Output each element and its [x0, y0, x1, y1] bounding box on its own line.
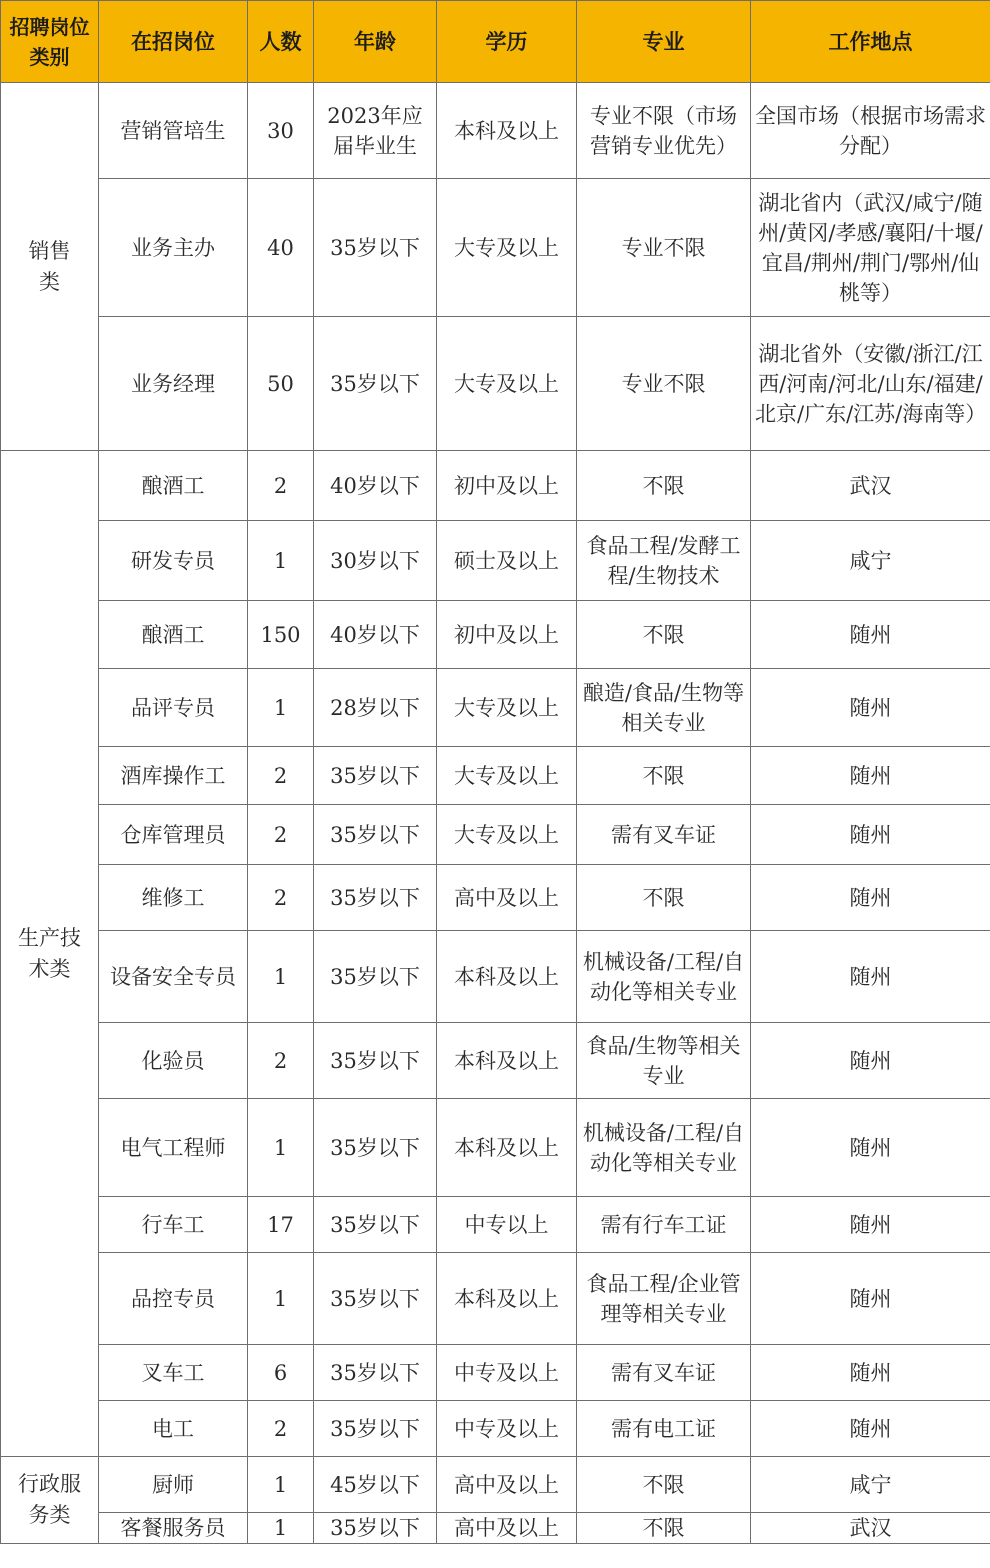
location-cell: 随州 [751, 601, 990, 669]
major-cell: 需有叉车证 [577, 805, 751, 865]
major-cell: 食品/生物等相关专业 [577, 1023, 751, 1099]
header-location: 工作地点 [751, 1, 990, 83]
education-cell: 大专及以上 [437, 805, 577, 865]
position-cell: 酿酒工 [99, 451, 248, 521]
education-cell: 本科及以上 [437, 1023, 577, 1099]
header-count: 人数 [248, 1, 314, 83]
age-cell: 2023年应届毕业生 [314, 83, 437, 179]
age-cell: 35岁以下 [314, 805, 437, 865]
position-cell: 叉车工 [99, 1345, 248, 1401]
table-row [1, 317, 990, 451]
education-cell: 高中及以上 [437, 865, 577, 931]
count-cell: 2 [248, 865, 314, 931]
header-major: 专业 [577, 1, 751, 83]
count-cell: 1 [248, 1513, 314, 1544]
major-cell: 需有行车工证 [577, 1197, 751, 1253]
position-cell: 营销管培生 [99, 83, 248, 179]
count-cell: 17 [248, 1197, 314, 1253]
education-cell: 大专及以上 [437, 669, 577, 747]
position-cell: 业务经理 [99, 317, 248, 451]
major-cell: 不限 [577, 451, 751, 521]
count-cell: 1 [248, 521, 314, 601]
age-cell: 35岁以下 [314, 931, 437, 1023]
education-cell: 中专及以上 [437, 1345, 577, 1401]
education-cell: 大专及以上 [437, 317, 577, 451]
age-cell: 35岁以下 [314, 317, 437, 451]
major-cell: 需有叉车证 [577, 1345, 751, 1401]
count-cell: 40 [248, 179, 314, 317]
header-education: 学历 [437, 1, 577, 83]
table-row [1, 931, 990, 1023]
education-cell: 本科及以上 [437, 83, 577, 179]
position-cell: 业务主办 [99, 179, 248, 317]
position-cell: 研发专员 [99, 521, 248, 601]
table-row [1, 1197, 990, 1253]
major-cell: 食品工程/发酵工程/生物技术 [577, 521, 751, 601]
count-cell: 150 [248, 601, 314, 669]
major-cell: 不限 [577, 601, 751, 669]
location-cell: 随州 [751, 1099, 990, 1197]
location-cell: 随州 [751, 1197, 990, 1253]
position-cell: 仓库管理员 [99, 805, 248, 865]
education-cell: 高中及以上 [437, 1457, 577, 1513]
category-label: 销售类 [28, 238, 71, 294]
count-cell: 1 [248, 1457, 314, 1513]
location-cell: 随州 [751, 747, 990, 805]
table-row [1, 1099, 990, 1197]
table-row [1, 1457, 990, 1513]
location-cell: 湖北省外（安徽/浙江/江西/河南/河北/山东/福建/北京/广东/江苏/海南等） [751, 317, 990, 451]
location-cell: 咸宁 [751, 1457, 990, 1513]
position-cell: 化验员 [99, 1023, 248, 1099]
location-cell: 随州 [751, 669, 990, 747]
count-cell: 30 [248, 83, 314, 179]
major-cell: 不限 [577, 1513, 751, 1544]
count-cell: 1 [248, 931, 314, 1023]
age-cell: 35岁以下 [314, 1513, 437, 1544]
location-cell: 随州 [751, 1345, 990, 1401]
age-cell: 45岁以下 [314, 1457, 437, 1513]
education-cell: 高中及以上 [437, 1513, 577, 1544]
count-cell: 1 [248, 1253, 314, 1345]
major-cell: 专业不限 [577, 179, 751, 317]
count-cell: 2 [248, 451, 314, 521]
table-row [1, 1023, 990, 1099]
age-cell: 35岁以下 [314, 865, 437, 931]
header-age: 年龄 [314, 1, 437, 83]
age-cell: 35岁以下 [314, 1345, 437, 1401]
location-cell: 随州 [751, 805, 990, 865]
major-cell: 机械设备/工程/自动化等相关专业 [577, 1099, 751, 1197]
age-cell: 35岁以下 [314, 179, 437, 317]
count-cell: 2 [248, 747, 314, 805]
table-row [1, 601, 990, 669]
education-cell: 本科及以上 [437, 1253, 577, 1345]
major-cell: 不限 [577, 747, 751, 805]
age-cell: 28岁以下 [314, 669, 437, 747]
location-cell: 咸宁 [751, 521, 990, 601]
location-cell: 随州 [751, 1253, 990, 1345]
major-cell: 机械设备/工程/自动化等相关专业 [577, 931, 751, 1023]
position-cell: 酿酒工 [99, 601, 248, 669]
table-body [1, 83, 990, 1544]
count-cell: 6 [248, 1345, 314, 1401]
category-cell [1, 1457, 99, 1544]
count-cell: 1 [248, 669, 314, 747]
age-cell: 35岁以下 [314, 1197, 437, 1253]
age-cell: 35岁以下 [314, 1023, 437, 1099]
position-cell: 维修工 [99, 865, 248, 931]
position-cell: 厨师 [99, 1457, 248, 1513]
table-row [1, 1345, 990, 1401]
education-cell: 大专及以上 [437, 179, 577, 317]
count-cell: 1 [248, 1099, 314, 1197]
location-cell: 湖北省内（武汉/咸宁/随州/黄冈/孝感/襄阳/十堰/宜昌/荆州/荆门/鄂州/仙桃等） [751, 179, 990, 317]
major-cell: 食品工程/企业管理等相关专业 [577, 1253, 751, 1345]
position-cell: 电气工程师 [99, 1099, 248, 1197]
header-category: 招聘岗位类别 [1, 1, 99, 83]
category-cell [1, 451, 99, 1457]
position-cell: 品控专员 [99, 1253, 248, 1345]
education-cell: 初中及以上 [437, 451, 577, 521]
table-row [1, 747, 990, 805]
education-cell: 初中及以上 [437, 601, 577, 669]
category-label: 生产技术类 [18, 925, 81, 981]
education-cell: 大专及以上 [437, 747, 577, 805]
age-cell: 35岁以下 [314, 1253, 437, 1345]
table-row [1, 865, 990, 931]
table-row [1, 521, 990, 601]
location-cell: 全国市场（根据市场需求分配） [751, 83, 990, 179]
location-cell: 随州 [751, 1401, 990, 1457]
age-cell: 35岁以下 [314, 1099, 437, 1197]
header-position: 在招岗位 [99, 1, 248, 83]
age-cell: 35岁以下 [314, 747, 437, 805]
age-cell: 30岁以下 [314, 521, 437, 601]
position-cell: 电工 [99, 1401, 248, 1457]
major-cell: 不限 [577, 865, 751, 931]
age-cell: 40岁以下 [314, 451, 437, 521]
table-row [1, 805, 990, 865]
education-cell: 本科及以上 [437, 931, 577, 1023]
position-cell: 客餐服务员 [99, 1513, 248, 1544]
table-row [1, 83, 990, 179]
major-cell: 专业不限 [577, 317, 751, 451]
location-cell: 随州 [751, 1023, 990, 1099]
education-cell: 本科及以上 [437, 1099, 577, 1197]
major-cell: 专业不限（市场营销专业优先） [577, 83, 751, 179]
table-row [1, 179, 990, 317]
location-cell: 随州 [751, 931, 990, 1023]
table-row [1, 1513, 990, 1544]
count-cell: 2 [248, 1023, 314, 1099]
location-cell: 武汉 [751, 451, 990, 521]
major-cell: 需有电工证 [577, 1401, 751, 1457]
count-cell: 2 [248, 1401, 314, 1457]
position-cell: 设备安全专员 [99, 931, 248, 1023]
location-cell: 随州 [751, 865, 990, 931]
major-cell: 酿造/食品/生物等相关专业 [577, 669, 751, 747]
count-cell: 50 [248, 317, 314, 451]
education-cell: 中专及以上 [437, 1401, 577, 1457]
position-cell: 品评专员 [99, 669, 248, 747]
education-cell: 中专以上 [437, 1197, 577, 1253]
table-row [1, 1401, 990, 1457]
age-cell: 35岁以下 [314, 1401, 437, 1457]
table-row [1, 1253, 990, 1345]
location-cell: 武汉 [751, 1513, 990, 1544]
count-cell: 2 [248, 805, 314, 865]
major-cell: 不限 [577, 1457, 751, 1513]
table-row [1, 669, 990, 747]
table-row [1, 451, 990, 521]
category-label: 行政服务类 [18, 1472, 81, 1527]
position-cell: 行车工 [99, 1197, 248, 1253]
header-row [1, 1, 990, 83]
category-cell [1, 83, 99, 451]
education-cell: 硕士及以上 [437, 521, 577, 601]
age-cell: 40岁以下 [314, 601, 437, 669]
position-cell: 酒库操作工 [99, 747, 248, 805]
